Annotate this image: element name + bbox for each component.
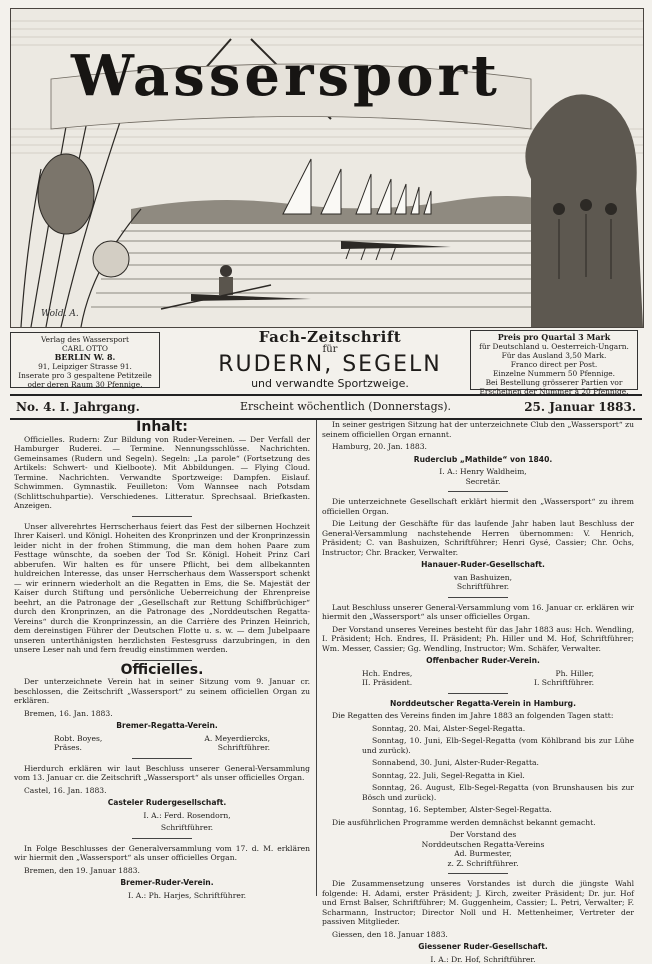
regatta-date-2: Sonntag, 10. Juni, Elb-Segel-Regatta (vom Köhlbrand bis zur Lühe und zurück). xyxy=(322,736,634,755)
price-line-2: für Deutschland u. Oesterreich-Ungarn. xyxy=(475,342,633,351)
notice-r2-text: Die unterzeichnete Gesellschaft erklärt hiermit den „Wassersport“ zu ihrem officiellen Organ. xyxy=(322,497,634,516)
notice-r3-text: Laut Beschluss unserer General-Versammlung vom 16. Januar cr. erklären wir hiermit den „Wassersport“ als unser officielles Organ. xyxy=(322,603,634,622)
inhalt-heading: Inhalt: xyxy=(14,423,310,433)
masthead-title: Wassersport xyxy=(71,43,501,109)
divider xyxy=(448,597,508,598)
publisher-line-5: Inserate pro 3 gespaltene Petitzeile xyxy=(15,371,155,380)
regatta-date-6: Sonntag, 16. September, Alster-Segel-Regatta. xyxy=(322,805,634,815)
notice-r1-place: Hamburg, 20. Jan. 1883. xyxy=(322,442,634,452)
subtitle-line-3: RUDERN, SEGELN xyxy=(180,352,480,377)
notice-3-sign: I. A.: Ph. Harjes, Schriftführer. xyxy=(14,891,310,901)
notice-r2-sign: van Bashuizen, xyxy=(322,573,634,583)
divider xyxy=(448,693,508,694)
notice-r3-club: Offenbacher Ruder-Verein. xyxy=(322,656,634,666)
notice-r4-sign-2: Norddeutschen Regatta-Vereins xyxy=(322,840,634,850)
price-box xyxy=(470,330,638,390)
notice-r1-role: Secretär. xyxy=(322,477,634,487)
notice-r4-sign-3: Ad. Burmester, xyxy=(322,849,634,859)
notice-r4-sign-4: z. Z. Schriftführer. xyxy=(322,859,634,869)
notice-r1-club: Ruderclub „Mathilde“ von 1840. xyxy=(322,455,634,465)
notice-2-club: Casteler Rudergesellschaft. xyxy=(14,798,310,808)
inhalt-text: Officielles. Rudern: Zur Bildung von Ruder-Vereinen. — Der Verfall der Hamburger Ruderei. — Termine. Nennungsschlüsse. Nachrichten. Gemeinsames (Rudern und Segeln). Segeln: „La parole“ (Fortsetzung des Artikels: Schwert- und Kielboote). Mit Abbildungen. — Flying Cloud. Termine. Nachrichten. Verwandte Sportzweige: Dampfen. Eislauf. Schwimmen. Gymnastik. Feuilleton: Vom Wannsee nach Potsdam (Schlittschuhpartie). Verschiedenes. Litteratur. Sprechsaal. Briefkasten. Anzeigen. xyxy=(14,435,310,511)
divider xyxy=(448,873,508,874)
notice-r3-signers xyxy=(322,669,634,679)
publisher-box xyxy=(10,332,160,388)
notice-r3-board: Der Vorstand unseres Vereines besteht für das Jahr 1883 aus: Hch. Wendling, I. Präsident; Hch. Endres, II. Präsident; Ph. Hiller und M. Hof, Schriftführer; Wm. Messer, Cassier; Gg. Wendling, Instructor; Wm. Schäfer, Verwalter. xyxy=(322,625,634,654)
price-line-1: Preis pro Quartal 3 Mark xyxy=(475,333,633,342)
right-column xyxy=(322,420,634,964)
publisher-line-1: Verlag des Wassersport xyxy=(15,335,155,344)
notice-r2-board: Die Leitung der Geschäfte für das laufende Jahr haben laut Beschluss der General-Versammlung nachstehende Herren übernommen: V. Henrich, Präsident; C. van Bashuizen, Schriftführer; Henri Gysé, Cassier; Chr. Ochs, Instructor; Chr. Bracker, Verwalter. xyxy=(322,519,634,557)
notice-3-place: Bremen, den 19. Januar 1883. xyxy=(14,866,310,876)
notice-1-signers xyxy=(14,734,310,744)
notice-r5-club: Giessener Ruder-Gesellschaft. xyxy=(322,942,634,952)
divider xyxy=(132,660,192,661)
publisher-line-6: oder deren Raum 30 Pfennige. xyxy=(15,380,155,389)
price-line-3: Für das Ausland 3,50 Mark. xyxy=(475,351,633,360)
price-line-5: Einzelne Nummern 50 Pfennige. xyxy=(475,369,633,378)
issue-number: No. 4. I. Jahrgang. xyxy=(16,400,140,414)
issue-frequency: Erscheint wöchentlich (Donnerstags). xyxy=(240,400,451,413)
notice-r2-role: Schriftführer. xyxy=(322,582,634,592)
notice-r3-name-1: Hch. Endres, xyxy=(362,669,412,679)
notice-r5-place: Giessen, den 18. Januar 1883. xyxy=(322,930,634,940)
artist-signature: Wold. A. xyxy=(41,309,79,319)
notice-1-club: Bremer-Regatta-Verein. xyxy=(14,721,310,731)
divider xyxy=(132,838,192,839)
notice-r4-sign-1: Der Vorstand des xyxy=(322,830,634,840)
notice-1-role-1: Präses. xyxy=(54,743,82,753)
divider xyxy=(132,516,192,517)
notice-r3-roles xyxy=(322,678,634,688)
left-column xyxy=(14,420,310,903)
regatta-date-4: Sonntag, 22. Juli, Segel-Regatta in Kiel. xyxy=(322,771,634,781)
subtitle-line-1: Fach-Zeitschrift xyxy=(180,328,480,346)
subtitle-line-4: und verwandte Sportzweige. xyxy=(180,377,480,390)
notice-r1-text: In seiner gestrigen Sitzung hat der unterzeichnete Club den „Wassersport“ zu seinem officiellen Organ ernannt. xyxy=(322,420,634,439)
publisher-line-4: 91, Leipziger Strasse 91. xyxy=(15,362,155,371)
officielles-heading: Officielles. xyxy=(14,666,310,676)
masthead-illustration xyxy=(10,8,644,328)
divider xyxy=(448,491,508,492)
notice-r3-role-2: I. Schriftführer. xyxy=(534,678,594,688)
issue-date: 25. Januar 1883. xyxy=(524,400,636,414)
notice-1-text: Der unterzeichnete Verein hat in seiner Sitzung vom 9. Januar cr. beschlossen, die Zeitschrift „Wassersport“ zu seinem officiellen Organ zu erklären. xyxy=(14,677,310,706)
price-line-7: Erscheinen der Nummer à 20 Pfennige. xyxy=(475,387,633,396)
subtitle-block xyxy=(180,328,480,390)
notice-3-text: In Folge Beschlusses der Generalversammlung vom 17. d. M. erklären wir hiermit den „Wassersport“ als unser officielles Organ. xyxy=(14,844,310,863)
publisher-line-3: BERLIN W. 8. xyxy=(15,353,155,362)
notice-r3-name-2: Ph. Hiller, xyxy=(556,669,594,679)
regatta-date-1: Sonntag, 20. Mai, Alster-Segel-Regatta. xyxy=(322,724,634,734)
price-line-4: Franco direct per Post. xyxy=(475,360,633,369)
notice-r4-heading: Norddeutscher Regatta-Verein in Hamburg. xyxy=(322,699,634,709)
issue-line xyxy=(10,394,642,420)
notice-1-name-2: A. Meyerdiercks, xyxy=(204,734,270,744)
notice-1-role-2: Schriftführer. xyxy=(218,743,270,753)
divider xyxy=(132,758,192,759)
notice-r5-sign: I. A.: Dr. Hof, Schriftführer. xyxy=(322,955,634,964)
notice-r5-text: Die Zusammensetzung unseres Vorstandes ist durch die jüngste Wahl folgende: H. Adami, erster Präsident; J. Kirch, zweiter Präsident; Dr. jur. Hof und Ernst Balser, Schriftführer; M. Guggenheim, Cassier; L. Petri, Verwalter; F. Scharmann, Instructor; Director Noll und H. Mettenheimer, Vertreter der passiven Mitglieder. xyxy=(322,879,634,927)
price-line-6: Bei Bestellung grösserer Partien vor xyxy=(475,378,633,387)
notice-2-role: Schriftführer. xyxy=(14,823,310,833)
notice-2-text: Hierdurch erklären wir laut Beschluss unserer General-Versammlung vom 13. Januar cr. die Zeitschrift „Wassersport“ als unser officielles Organ. xyxy=(14,764,310,783)
regatta-date-3: Sonnabend, 30. Juni, Alster-Ruder-Regatta. xyxy=(322,758,634,768)
notice-2-place: Castel, 16. Jan. 1883. xyxy=(14,786,310,796)
notice-1-roles xyxy=(14,743,310,753)
notice-1-name-1: Robt. Boyes, xyxy=(54,734,102,744)
regatta-date-5: Sonntag, 26. August, Elb-Segel-Regatta (von Brunshausen bis zur Bösch und zurück). xyxy=(322,783,634,802)
notice-r4-note: Die ausführlichen Programme werden demnächst bekannt gemacht. xyxy=(322,818,634,828)
notice-r4-intro: Die Regatten des Vereins finden im Jahre 1883 an folgenden Tagen statt: xyxy=(322,711,634,721)
notice-r1-sign: I. A.: Henry Waldheim, xyxy=(322,467,634,477)
publisher-line-2: CARL OTTO xyxy=(15,344,155,353)
notice-3-club: Bremer-Ruder-Verein. xyxy=(14,878,310,888)
subtitle-line-2: für xyxy=(180,344,480,355)
header-band xyxy=(10,328,642,392)
notice-2-sign: I. A.: Ferd. Rosendorn, xyxy=(14,811,310,821)
notice-r2-club: Hanauer-Ruder-Gesellschaft. xyxy=(322,560,634,570)
intro-paragraph: Unser allverehrtes Herrscherhaus feiert das Fest der silbernen Hochzeit Ihrer Kaiserl. und Königl. Hoheiten des Kronprinzen und der Kronprinzessin leider nicht in der frohen Stimmung, die man dem hohen Paare zum Festtage wünschte, da soeben der Tod Sr. Königl. Hoheit Prinz Carl abberufen. Wir halten es für unsere Pflicht, bei dem allbekannten huldreichen Interesse, das unser Herrscherhaus dem Wassersport schenkt — wir erinnern wiederholt an die Regatten in Ems, die Se. Majestät der Kaiser durch Stiftung und persönliche Ueberreichung der Ehrenpreise beehrt, an die Patronage der „Gesellschaft zur Rettung Schiffbrüchiger“ durch den Kronprinzen, an die Patronage des „Norddeutschen Regatta-Vereins“ durch die Kronprinzessin, an die Carrière des Prinzen Heinrich, dem dereinstigen Führer der Deutschen Flotte u. s. w. — dem Jubelpaare unseren unterthänigsten herzlichsten Festesgruss darzubringen, in den unsere Leser nah und fern freudig einstimmen werden. xyxy=(14,522,310,655)
notice-r3-role-1: II. Präsident. xyxy=(362,678,412,688)
notice-1-place: Bremen, 16. Jan. 1883. xyxy=(14,709,310,719)
column-divider xyxy=(316,420,317,896)
